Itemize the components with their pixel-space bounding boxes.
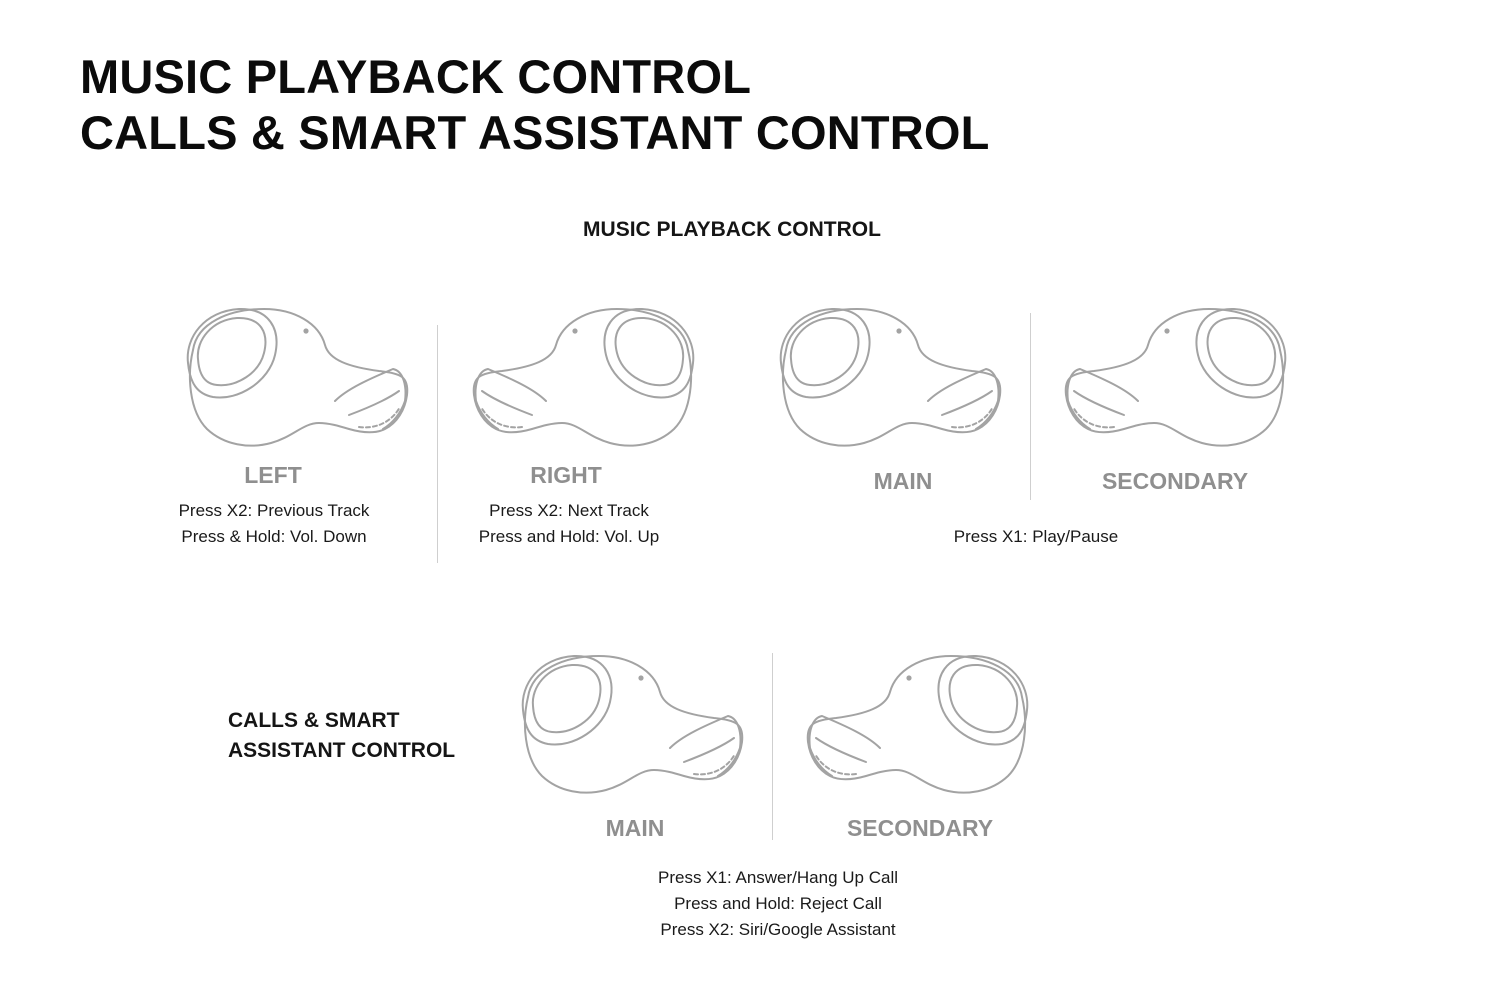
play-pause-instruction: Press X1: Play/Pause (953, 527, 1119, 546)
left-instruction-2: Press & Hold: Vol. Down (181, 527, 367, 546)
page-title-line-1: MUSIC PLAYBACK CONTROL (80, 50, 752, 103)
calls-main-label: MAIN (605, 815, 665, 841)
music-section-heading: MUSIC PLAYBACK CONTROL (583, 218, 881, 241)
right-earbud-icon (470, 305, 702, 449)
calls-main-earbud-icon (514, 652, 746, 796)
calls-instruction-2: Press and Hold: Reject Call (674, 894, 882, 913)
music-main-label: MAIN (873, 468, 933, 494)
music-divider-main-secondary (1030, 313, 1031, 500)
calls-instruction-3: Press X2: Siri/Google Assistant (660, 920, 896, 939)
left-earbud-label: LEFT (244, 462, 302, 488)
right-instruction-1: Press X2: Next Track (489, 501, 649, 520)
calls-secondary-earbud-icon (804, 652, 1036, 796)
calls-instruction-1: Press X1: Answer/Hang Up Call (658, 868, 898, 887)
calls-secondary-label: SECONDARY (846, 815, 994, 841)
calls-divider-main-secondary (772, 653, 773, 840)
music-main-earbud-icon (772, 305, 1004, 449)
right-earbud-label: RIGHT (530, 462, 602, 488)
left-earbud-icon (179, 305, 411, 449)
right-instruction-2: Press and Hold: Vol. Up (478, 527, 660, 546)
left-instruction-1: Press X2: Previous Track (178, 501, 370, 520)
calls-heading-line-1: CALLS & SMART (228, 709, 400, 732)
calls-section-heading (228, 706, 455, 766)
page-title-line-2: CALLS & SMART ASSISTANT CONTROL (80, 106, 990, 159)
music-secondary-earbud-icon (1062, 305, 1294, 449)
music-divider-left-right (437, 325, 438, 563)
music-secondary-label: SECONDARY (1101, 468, 1249, 494)
calls-heading-line-2: ASSISTANT CONTROL (228, 739, 456, 762)
